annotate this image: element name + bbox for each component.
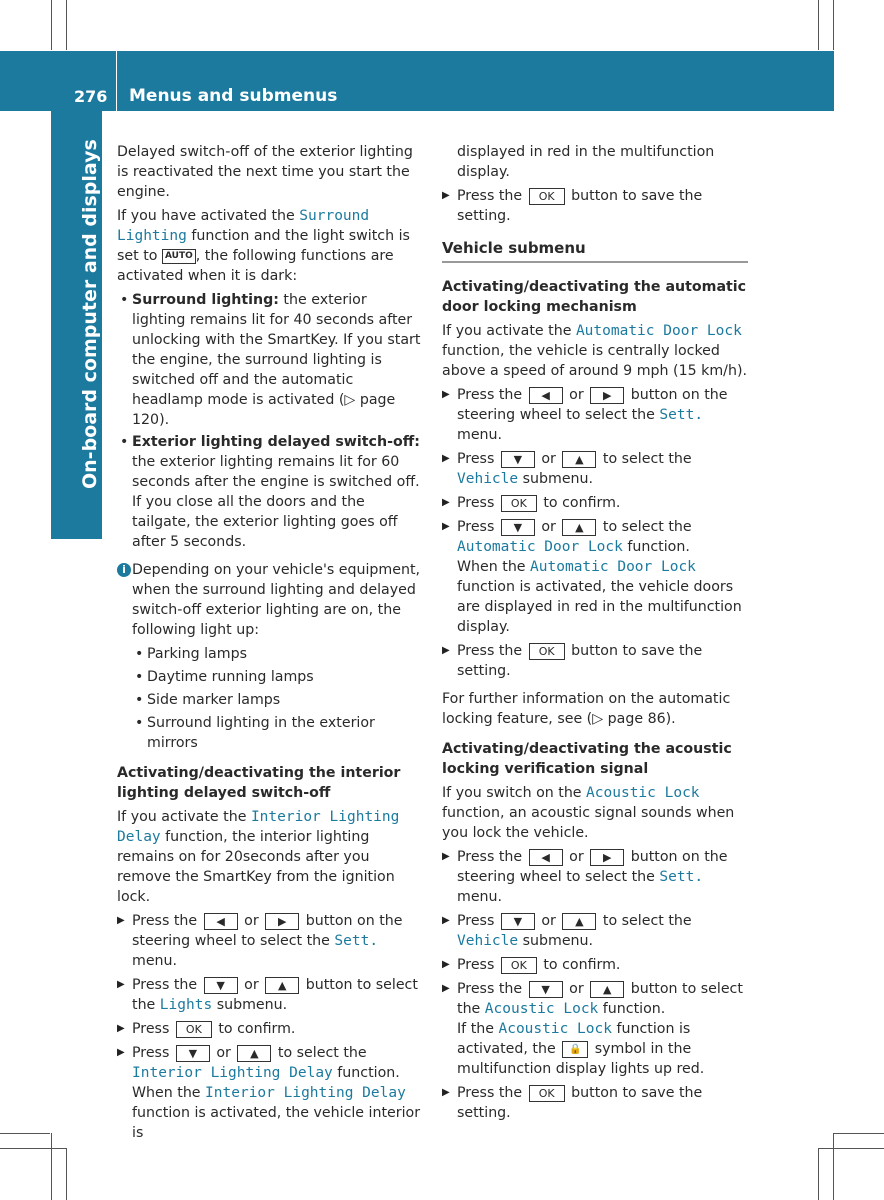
up-arrow-key-icon: ▲ bbox=[562, 913, 596, 930]
crop-mark bbox=[833, 1133, 834, 1200]
ok-key-icon: OK bbox=[176, 1021, 212, 1038]
crop-mark bbox=[834, 1133, 884, 1134]
down-arrow-key-icon: ▼ bbox=[501, 451, 535, 468]
step: ▶ Press OK to confirm. bbox=[442, 493, 748, 513]
step: ▶ Press the ▼ or ▲ button to select the Acoustic Lock function. If the Acoustic Lock function is activated, the 🔒 symbol in the multifunction display lights up red. bbox=[442, 979, 748, 1079]
display-text: Acoustic Lock bbox=[498, 1021, 612, 1037]
display-text: Sett. bbox=[659, 407, 704, 423]
crop-mark bbox=[51, 0, 52, 50]
chapter-tab-label: On-board computer and displays bbox=[79, 139, 101, 489]
display-text: Surround Lighting bbox=[117, 208, 370, 244]
chapter-tab bbox=[51, 111, 102, 539]
display-text: Vehicle bbox=[457, 471, 519, 487]
list-item: • Side marker lamps bbox=[132, 690, 423, 710]
display-text: Automatic Door Lock bbox=[575, 323, 742, 339]
step: ▶ Press the ◀ or ▶ button on the steering wheel to select the Sett. menu. bbox=[442, 385, 748, 445]
section-heading: Activating/deactivating the automatic door locking mechanism bbox=[442, 279, 747, 315]
crop-mark bbox=[66, 1148, 67, 1200]
left-arrow-key-icon: ◀ bbox=[529, 387, 563, 404]
down-arrow-key-icon: ▼ bbox=[529, 981, 563, 998]
page-header bbox=[0, 51, 834, 111]
display-text: Acoustic Lock bbox=[586, 785, 700, 801]
right-arrow-key-icon: ▶ bbox=[590, 387, 624, 404]
step: ▶ Press ▼ or ▲ to select the Vehicle submenu. bbox=[442, 911, 748, 951]
right-arrow-key-icon: ▶ bbox=[590, 849, 624, 866]
display-text: Vehicle bbox=[457, 933, 519, 949]
left-arrow-key-icon: ◀ bbox=[204, 913, 238, 930]
display-text: Automatic Door Lock bbox=[457, 539, 623, 555]
crop-mark bbox=[818, 1148, 819, 1200]
display-text: Lights bbox=[159, 997, 213, 1013]
step: ▶ Press ▼ or ▲ to select the Automatic Door Lock function. When the Automatic Door Lock function is activated, the vehicle doors are displayed in red in the multifunction display. bbox=[442, 517, 748, 637]
paragraph: Delayed switch-off of the exterior lighting is reactivated the next time you start the engine. bbox=[117, 144, 413, 200]
display-text: Sett. bbox=[659, 869, 704, 885]
list-item: • Exterior lighting delayed switch-off: the exterior lighting remains lit for 60 seconds after the engine is switched off. If you close all the doors and the tailgate, the exterior lighting goes off after 5 seconds. bbox=[117, 432, 423, 552]
step: ▶ Press ▼ or ▲ to select the Interior Lighting Delay function. When the Interior Lighting Delay function is activated, the vehicle interior is bbox=[117, 1043, 423, 1143]
display-text: Interior Lighting Delay bbox=[117, 809, 400, 845]
ok-key-icon: OK bbox=[529, 1085, 565, 1102]
display-text: Sett. bbox=[334, 933, 379, 949]
step: ▶ Press the ◀ or ▶ button on the steering wheel to select the Sett. menu. bbox=[442, 847, 748, 907]
ok-key-icon: OK bbox=[501, 957, 537, 974]
ok-key-icon: OK bbox=[529, 188, 565, 205]
up-arrow-key-icon: ▲ bbox=[562, 451, 596, 468]
ok-key-icon: OK bbox=[501, 495, 537, 512]
right-arrow-key-icon: ▶ bbox=[265, 913, 299, 930]
list-item: • Surround lighting: the exterior lighting remains lit for 40 seconds after unlocking with the SmartKey. If you start the engine, the surround lighting is switched off and the automatic headlamp mode is activated (▷ page 120). bbox=[117, 290, 423, 430]
down-arrow-key-icon: ▼ bbox=[204, 977, 238, 994]
left-column bbox=[117, 142, 423, 1147]
list-item: • Daytime running lamps bbox=[132, 667, 423, 687]
header-divider bbox=[116, 51, 117, 111]
auto-symbol-icon: AUTO bbox=[162, 249, 196, 264]
display-text: Automatic Door Lock bbox=[530, 559, 696, 575]
ok-key-icon: OK bbox=[529, 643, 565, 660]
paragraph: If you have activated the Surround Lighting function and the light switch is set to AUTO , the following functions are activated when it is dark: bbox=[117, 208, 410, 284]
info-note: i Depending on your vehicle's equipment, when the surround lighting and delayed switch-off exterior lighting are on, the following light up: bbox=[117, 560, 423, 640]
paragraph: If you activate the Interior Lighting Delay function, the interior lighting remains on for 20seconds after you remove the SmartKey from the ignition lock. bbox=[117, 809, 400, 905]
display-text: Interior Lighting Delay bbox=[205, 1085, 406, 1101]
crop-mark bbox=[51, 1133, 52, 1200]
up-arrow-key-icon: ▲ bbox=[237, 1045, 271, 1062]
section-heading: Vehicle submenu bbox=[442, 238, 748, 263]
paragraph: If you switch on the Acoustic Lock function, an acoustic signal sounds when you lock the vehicle. bbox=[442, 785, 735, 841]
list-item: • Parking lamps bbox=[132, 644, 423, 664]
crop-mark bbox=[818, 0, 819, 50]
page-title: Menus and submenus bbox=[129, 86, 338, 106]
right-column bbox=[442, 142, 748, 1127]
down-arrow-key-icon: ▼ bbox=[176, 1045, 210, 1062]
list-item: • Surround lighting in the exterior mirrors bbox=[132, 713, 423, 753]
step: ▶ Press the ▼ or ▲ button to select the Lights submenu. bbox=[117, 975, 423, 1015]
up-arrow-key-icon: ▲ bbox=[590, 981, 624, 998]
crop-mark bbox=[0, 1133, 50, 1134]
step: ▶ Press OK to confirm. bbox=[117, 1019, 423, 1039]
section-heading: Activating/deactivating the acoustic locking verification signal bbox=[442, 741, 732, 777]
crop-mark bbox=[833, 0, 834, 50]
lock-icon: 🔒 bbox=[562, 1041, 588, 1058]
paragraph: displayed in red in the multifunction display. bbox=[457, 144, 715, 180]
paragraph: If you activate the Automatic Door Lock function, the vehicle is centrally locked above a speed of around 9 mph (15 km/h). bbox=[442, 323, 747, 379]
up-arrow-key-icon: ▲ bbox=[562, 519, 596, 536]
step: ▶ Press ▼ or ▲ to select the Vehicle submenu. bbox=[442, 449, 748, 489]
step: ▶ Press the OK button to save the setting. bbox=[442, 641, 748, 681]
step: ▶ Press OK to confirm. bbox=[442, 955, 748, 975]
display-text: Interior Lighting Delay bbox=[132, 1065, 333, 1081]
step: ▶ Press the OK button to save the setting. bbox=[442, 1083, 748, 1123]
left-arrow-key-icon: ◀ bbox=[529, 849, 563, 866]
crop-mark bbox=[818, 1148, 884, 1149]
display-text: Acoustic Lock bbox=[484, 1001, 599, 1017]
crop-mark bbox=[66, 0, 67, 50]
step: ▶ Press the ◀ or ▶ button on the steering wheel to select the Sett. menu. bbox=[117, 911, 423, 971]
paragraph: For further information on the automatic locking feature, see (▷ page 86). bbox=[442, 691, 731, 727]
page-number: 276 bbox=[74, 87, 108, 106]
down-arrow-key-icon: ▼ bbox=[501, 913, 535, 930]
step: ▶ Press the OK button to save the setting. bbox=[442, 186, 748, 226]
info-icon: i bbox=[117, 563, 131, 577]
down-arrow-key-icon: ▼ bbox=[501, 519, 535, 536]
crop-mark bbox=[0, 1148, 66, 1149]
section-heading: Activating/deactivating the interior lighting delayed switch-off bbox=[117, 765, 401, 801]
up-arrow-key-icon: ▲ bbox=[265, 977, 299, 994]
